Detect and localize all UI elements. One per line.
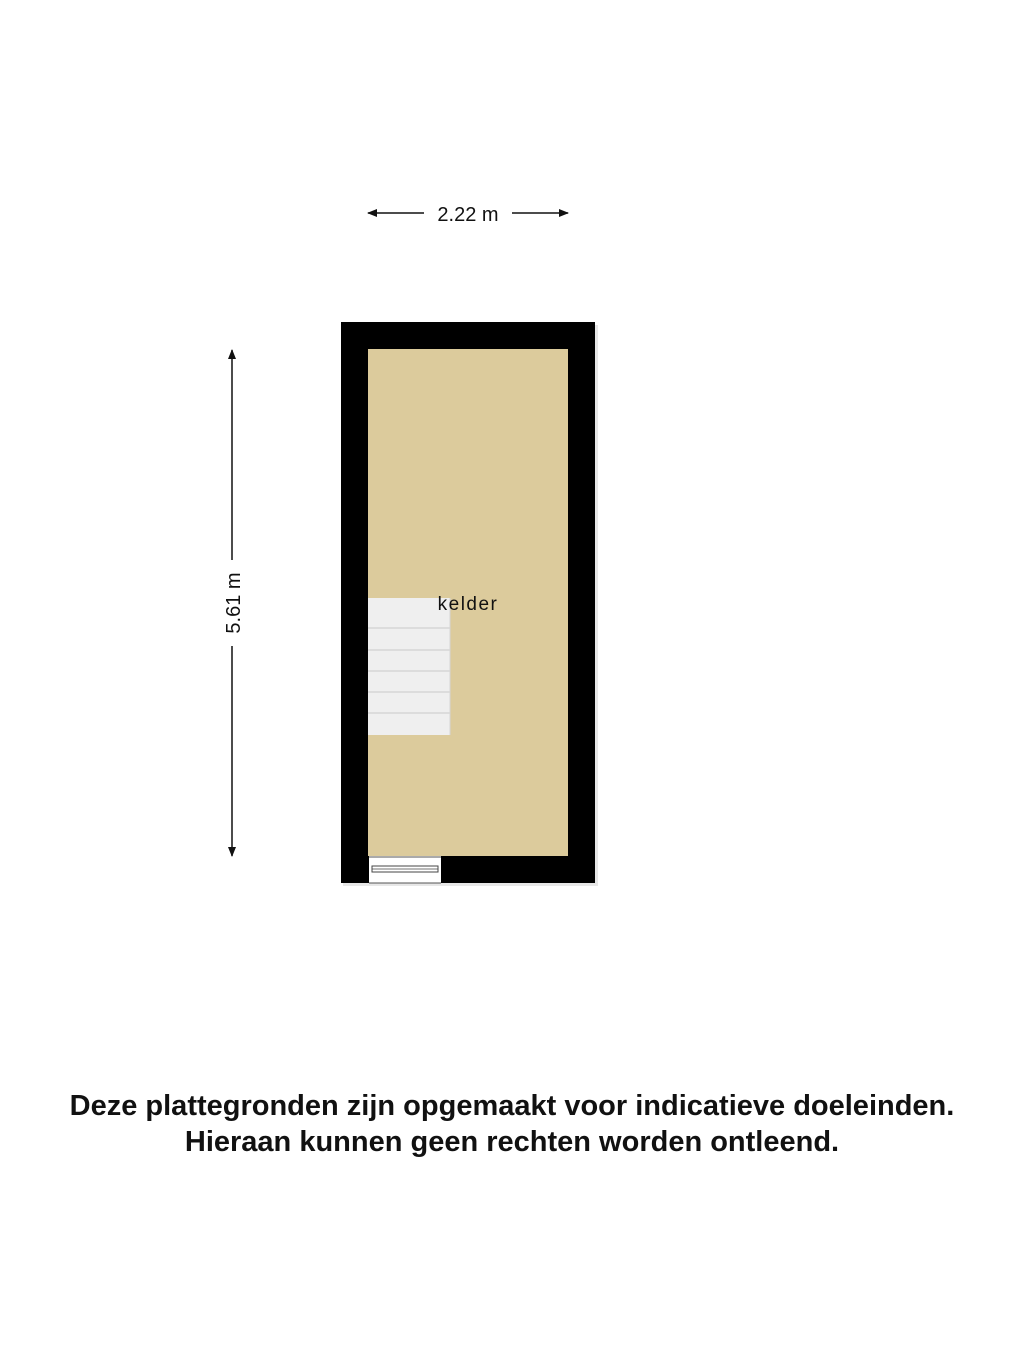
length-dimension-label: 5.61 m	[223, 572, 245, 634]
disclaimer-line-2: Hieraan kunnen geen rechten worden ontleend.	[184, 1126, 840, 1158]
doorway-opening	[369, 856, 441, 883]
disclaimer	[0, 1088, 1024, 1160]
length-dimension	[223, 350, 245, 856]
width-dimension-label: 2.22 m	[437, 204, 499, 226]
staircase	[368, 598, 450, 735]
staircase-body	[368, 598, 450, 735]
doorway	[369, 856, 441, 883]
room-label: kelder	[437, 594, 499, 615]
width-dimension	[368, 204, 568, 226]
disclaimer-line-1: Deze plattegronden zijn opgemaakt voor indicatieve doeleinden.	[69, 1090, 955, 1122]
